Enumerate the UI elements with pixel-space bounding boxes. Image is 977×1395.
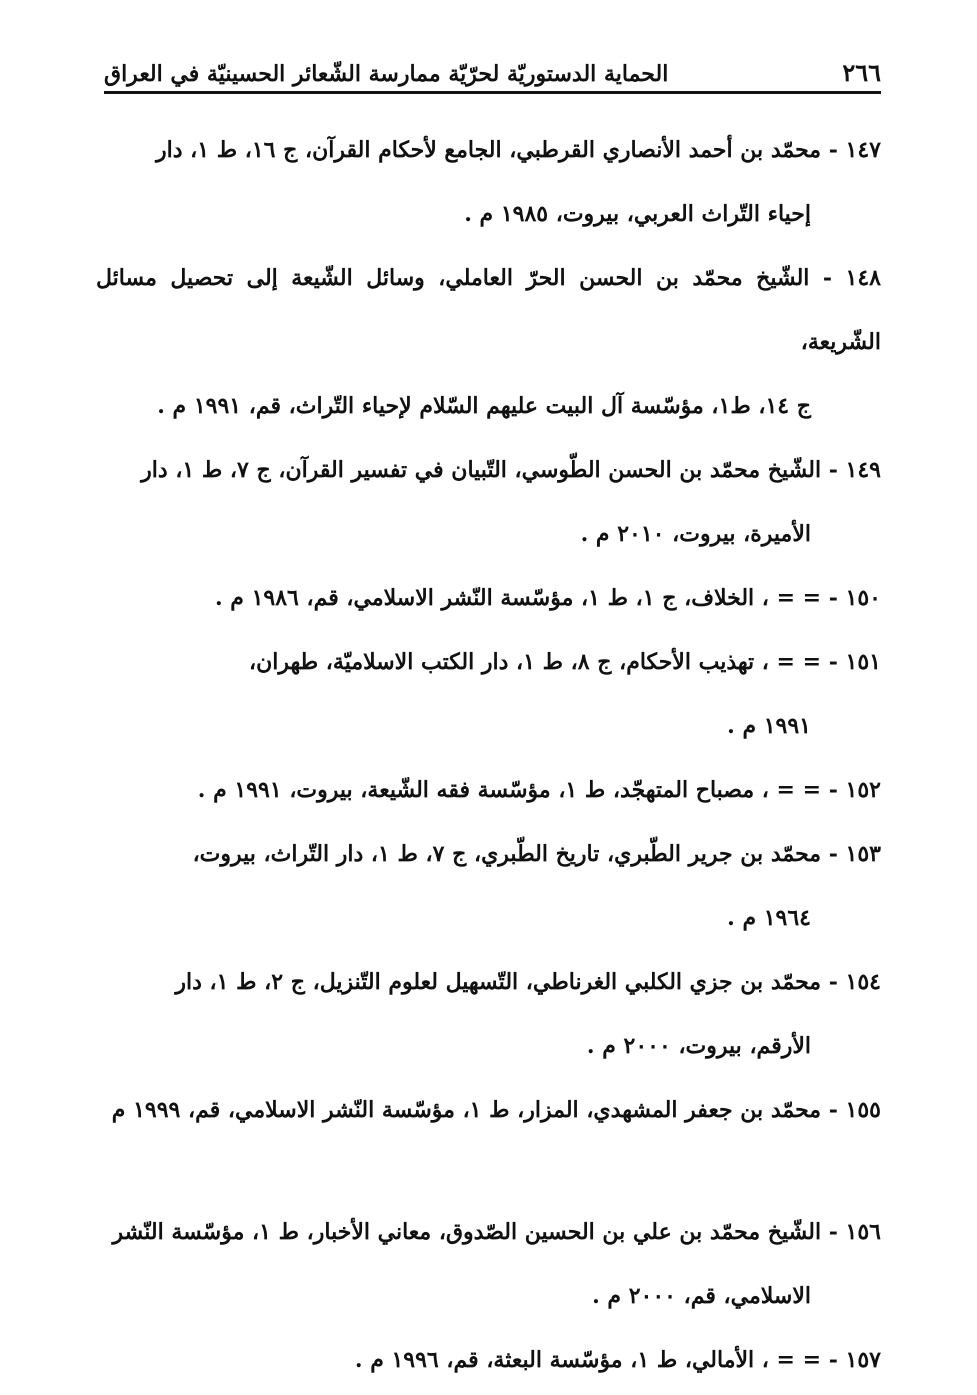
bibliography-entry-156: ١٥٦ - الشّيخ محمّد بن علي بن الحسين الصّدوق، معاني الأخبار، ط ١، مؤسّسة النّشر الاسلامي، قم، ٢٠٠٠ م . xyxy=(96,1200,881,1328)
entry-continuation: الاسلامي، قم، ٢٠٠٠ م . xyxy=(592,1283,811,1309)
section-gap xyxy=(96,1142,881,1200)
entry-number: ١٥٤ xyxy=(845,969,881,995)
bibliography-entry-155: ١٥٥ - محمّد بن جعفر المشهدي، المزار، ط ١، مؤسّسة النّشر الاسلامي، قم، ١٩٩٩ م xyxy=(111,1097,881,1123)
page-number: ٢٦٦ xyxy=(842,58,881,87)
entry-text: محمّد بن جرير الطّبري، تاريخ الطّبري، ج ٧، ط ١، دار التّراث، بيروت، xyxy=(192,841,822,867)
bibliography-entry-154: ١٥٤ - محمّد بن جزي الكلبي الغرناطي، التّسهيل لعلوم التّنزيل، ج ٢، ط ١، دار الأرقم، بيروت، ٢٠٠٠ م . xyxy=(96,950,881,1078)
page-header xyxy=(104,50,881,94)
bibliography-entry-152: ١٥٢ - = = ، مصباح المتهجّد، ط ١، مؤسّسة فقه الشّيعة، بيروت، ١٩٩١ م . xyxy=(197,777,881,803)
entry-text: الشّيخ محمّد بن الحسن الحرّ العاملي، وسائل الشّيعة إلى تحصيل مسائل الشّريعة، xyxy=(96,265,881,355)
entry-text: الشّيخ محمّد بن الحسن الطّوسي، التّبيان في تفسير القرآن، ج ٧، ط ١، دار xyxy=(141,457,822,483)
entry-number: ١٤٩ xyxy=(845,457,881,483)
entry-text: الشّيخ محمّد بن علي بن الحسين الصّدوق، معاني الأخبار، ط ١، مؤسّسة النّشر xyxy=(112,1219,822,1245)
entry-number: ١٥٣ xyxy=(845,841,881,867)
entry-number: ١٥٦ xyxy=(845,1219,881,1245)
bibliography-entry-148: ١٤٨ - الشّيخ محمّد بن الحسن الحرّ العاملي، وسائل الشّيعة إلى تحصيل مسائل الشّريعة، ج ١٤، ط١، مؤسّسة آل البيت عليهم السّلام لإحياء التّراث، قم، ١٩٩١ م . xyxy=(96,246,881,438)
entry-text: = = ، تهذيب الأحكام، ج ٨، ط ١، دار الكتب الاسلاميّة، طهران، xyxy=(248,649,822,675)
bibliography-entry-147: ١٤٧ - محمّد بن أحمد الأنصاري القرطبي، الجامع لأحكام القرآن، ج ١٦، ط ١، دار إحياء التّراث العربي، بيروت، ١٩٨٥ م . xyxy=(96,118,881,246)
entry-number: ١٥٧ xyxy=(845,1347,881,1373)
entry-continuation: إحياء التّراث العربي، بيروت، ١٩٨٥ م . xyxy=(464,201,811,227)
entry-number: ١٥٥ xyxy=(845,1097,881,1123)
entry-number: ١٤٨ xyxy=(845,265,881,291)
entry-text: = = ، الأمالي، ط ١، مؤسّسة البعثة، قم، ١٩٩٦ م . xyxy=(354,1347,822,1373)
entry-number: ١٤٧ xyxy=(845,137,881,163)
bibliography-entry-149: ١٤٩ - الشّيخ محمّد بن الحسن الطّوسي، التّبيان في تفسير القرآن، ج ٧، ط ١، دار الأميرة، بيروت، ٢٠١٠ م . xyxy=(96,438,881,566)
entry-number: ١٥٠ xyxy=(845,585,881,611)
entry-number: ١٥١ xyxy=(845,649,881,675)
bibliography-entry-157: ١٥٧ - = = ، الأمالي، ط ١، مؤسّسة البعثة، قم، ١٩٩٦ م . xyxy=(354,1347,881,1373)
entry-number: ١٥٢ xyxy=(845,777,881,803)
bibliography-entry-153: ١٥٣ - محمّد بن جرير الطّبري، تاريخ الطّبري، ج ٧، ط ١، دار التّراث، بيروت، ١٩٦٤ م . xyxy=(96,822,881,950)
entry-continuation: ١٩٩١ م . xyxy=(727,713,811,739)
entry-text: محمّد بن أحمد الأنصاري القرطبي، الجامع لأحكام القرآن، ج ١٦، ط ١، دار xyxy=(155,137,822,163)
entry-continuation: الأميرة، بيروت، ٢٠١٠ م . xyxy=(580,521,811,547)
entry-continuation: ١٩٦٤ م . xyxy=(727,905,811,931)
bibliography-entry-151: ١٥١ - = = ، تهذيب الأحكام، ج ٨، ط ١، دار الكتب الاسلاميّة، طهران، ١٩٩١ م . xyxy=(96,630,881,758)
entry-text: = = ، مصباح المتهجّد، ط ١، مؤسّسة فقه الشّيعة، بيروت، ١٩٩١ م . xyxy=(197,777,822,803)
entry-continuation: الأرقم، بيروت، ٢٠٠٠ م . xyxy=(586,1033,811,1059)
bibliography-list xyxy=(96,118,881,1392)
entry-continuation: ج ١٤، ط١، مؤسّسة آل البيت عليهم السّلام لإحياء التّراث، قم، ١٩٩١ م . xyxy=(157,393,811,419)
entry-text: محمّد بن جزي الكلبي الغرناطي، التّسهيل لعلوم التّنزيل، ج ٢، ط ١، دار xyxy=(175,969,822,995)
running-title: الحماية الدستوريّة لحرّيّة ممارسة الشّعائر الحسينيّة في العراق xyxy=(104,61,669,87)
bibliography-entry-150: ١٥٠ - = = ، الخلاف، ج ١، ط ١، مؤسّسة النّشر الاسلامي، قم، ١٩٨٦ م . xyxy=(214,585,881,611)
entry-text: محمّد بن جعفر المشهدي، المزار، ط ١، مؤسّسة النّشر الاسلامي، قم، ١٩٩٩ م xyxy=(111,1097,822,1123)
entry-text: = = ، الخلاف، ج ١، ط ١، مؤسّسة النّشر الاسلامي، قم، ١٩٨٦ م . xyxy=(214,585,822,611)
